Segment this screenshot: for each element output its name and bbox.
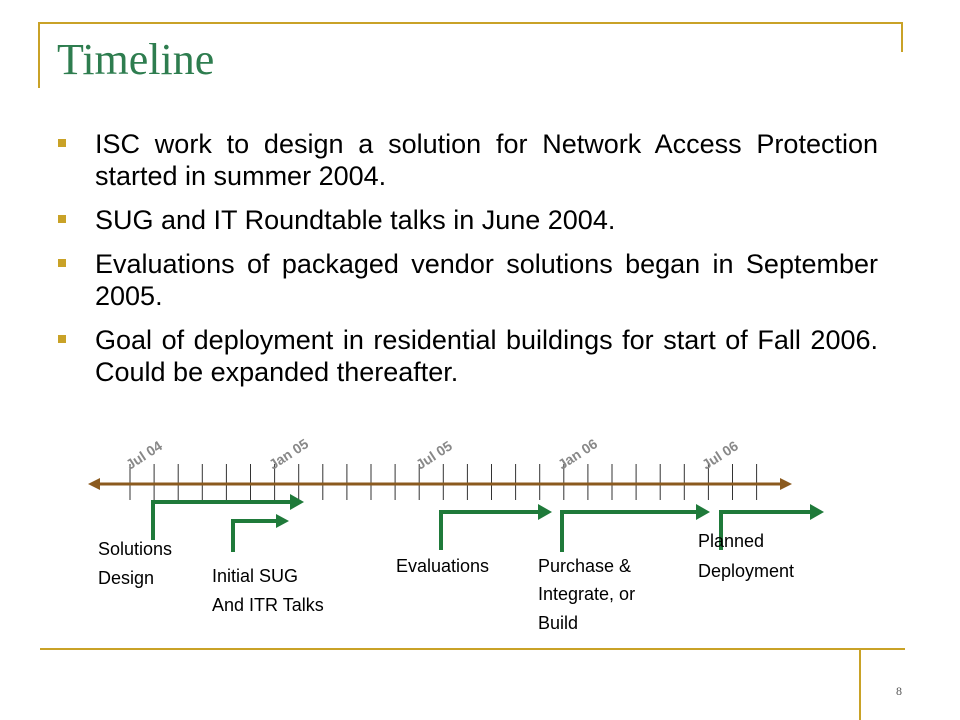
month-label: Jan 05 xyxy=(265,435,312,473)
phase-label: Initial SUG xyxy=(212,566,299,586)
slide-title: Timeline xyxy=(57,35,215,84)
axis-right-arrowhead xyxy=(780,478,792,490)
page-number: 8 xyxy=(896,684,902,698)
month-label: Jan 06 xyxy=(554,435,601,473)
phase-label: Design xyxy=(98,568,155,588)
bullet-text: ISC work to design a solution for Network Access Protection started in summer 2004. xyxy=(95,129,878,191)
month-label: Jul 06 xyxy=(698,437,741,473)
phase-label: Integrate, or xyxy=(538,584,636,604)
phase-label: Planned xyxy=(698,531,765,551)
phase-arrow-evaluations xyxy=(441,512,540,550)
phase-label: Solutions xyxy=(98,539,173,559)
arrowhead xyxy=(538,504,552,520)
phase-label: Evaluations xyxy=(396,556,490,576)
phase-arrow-initial-talks xyxy=(233,521,278,552)
month-label: Jul 05 xyxy=(412,437,455,473)
arrowhead xyxy=(276,514,289,528)
timeline-ticks xyxy=(130,464,757,500)
phase-label: Deployment xyxy=(698,561,795,581)
phase-label: Build xyxy=(538,613,579,633)
bullet-text: Evaluations of packaged vendor solutions began in September 2005. xyxy=(95,249,878,311)
month-label: Jul 04 xyxy=(122,437,165,473)
arrowhead xyxy=(696,504,710,520)
phase-label: Purchase & xyxy=(538,556,632,576)
arrowhead xyxy=(290,494,304,510)
bullet-text: SUG and IT Roundtable talks in June 2004. xyxy=(95,205,616,235)
arrowhead xyxy=(810,504,824,520)
phase-label: And ITR Talks xyxy=(212,595,324,615)
bullet-text: Goal of deployment in residential buildings for start of Fall 2006. Could be expanded thereafter. xyxy=(95,325,878,387)
phase-arrow-purchase xyxy=(562,512,698,552)
axis-left-arrowhead xyxy=(88,478,100,490)
